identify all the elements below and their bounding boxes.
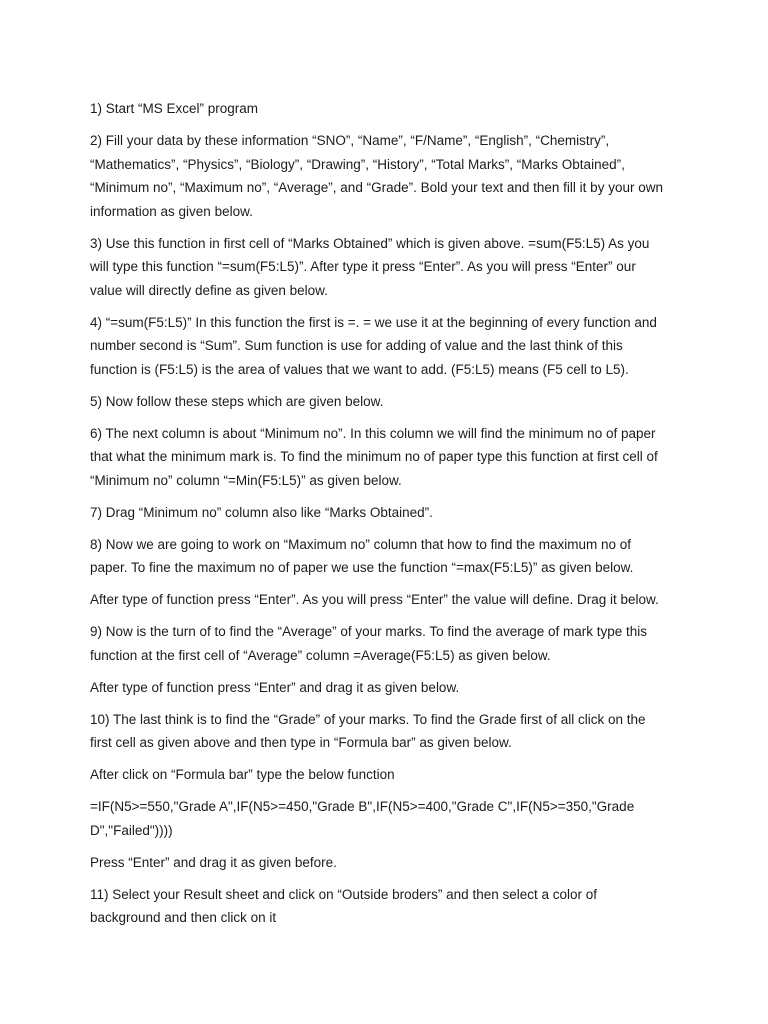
text-line: number second is “Sum”. Sum function is use for adding of value and the last think of this <box>90 338 623 353</box>
paragraph-step-11 <box>90 883 685 930</box>
text-line: 6) The next column is about “Minimum no”. In this column we will find the minimum no of paper <box>90 425 656 441</box>
paragraph-after-average <box>90 676 685 700</box>
paragraph-step-9 <box>90 620 685 667</box>
paragraph-step-10 <box>90 708 685 755</box>
text-line: 2) Fill your data by these information “SNO”, “Name”, “F/Name”, “English”, “Chemistry”, <box>90 133 610 148</box>
paragraph-step-3 <box>90 232 685 303</box>
paragraph-grade-formula <box>90 795 685 842</box>
text-line: value will directly define as given below. <box>90 282 328 298</box>
text-line: 3) Use this function in first cell of “Marks Obtained” which is given above. =sum(F5:L5) As you <box>90 235 650 251</box>
text-line: “Minimum no” column “=Min(F5:L5)” as given below. <box>90 472 402 488</box>
text-line: Press “Enter” and drag it as given before. <box>90 854 337 870</box>
text-line: 4) “=sum(F5:L5)” In this function the first is =. = we use it at the beginning of every function and <box>90 314 657 330</box>
text-line: 7) Drag “Minimum no” column also like “Marks Obtained”. <box>90 504 433 520</box>
paragraph-step-7 <box>90 501 685 525</box>
text-line: will type this function “=sum(F5:L5)”. After type it press “Enter”. As you will press “Enter” our <box>90 259 636 274</box>
paragraph-step-2 <box>90 129 685 223</box>
text-line: 1) Start “MS Excel” program <box>90 101 259 116</box>
text-line: =IF(N5>=550,"Grade A",IF(N5>=450,"Grade B",IF(N5>=400,"Grade C",IF(N5>=350,"Grade <box>90 799 635 814</box>
paragraph-step-4 <box>90 311 685 382</box>
text-line: 5) Now follow these steps which are given below. <box>90 393 384 409</box>
text-line: 10) The last think is to find the “Grade” of your marks. To find the Grade first of all click on the <box>90 711 646 727</box>
paragraph-step-5 <box>90 390 685 414</box>
document-body <box>90 97 685 938</box>
text-line: “Mathematics”, “Physics”, “Biology”, “Drawing”, “History”, “Total Marks”, “Marks Obtained”, <box>90 156 625 172</box>
paragraph-step-8 <box>90 533 685 580</box>
text-line: information as given below. <box>90 203 253 219</box>
text-line: background and then click on it <box>90 910 277 925</box>
paragraph-press-enter <box>90 851 685 875</box>
text-line: function at the first cell of “Average” column =Average(F5:L5) as given below. <box>90 647 551 663</box>
text-line: After click on “Formula bar” type the below function <box>90 767 395 782</box>
text-line: After type of function press “Enter” and drag it as given below. <box>90 679 460 695</box>
paragraph-step-1 <box>90 97 685 121</box>
text-line: 11) Select your Result sheet and click on “Outside broders” and then select a color of <box>90 886 598 902</box>
text-line: “Minimum no”, “Maximum no”, “Average”, and “Grade”. Bold your text and then fill it by your own <box>90 180 663 195</box>
text-line: D","Failed")))) <box>90 822 173 838</box>
text-line: function is (F5:L5) is the area of values that we want to add. (F5:L5) means (F5 cell to L5). <box>90 361 629 377</box>
text-line: paper. To fine the maximum no of paper we use the function “=max(F5:L5)” as given below. <box>90 560 634 575</box>
text-line: that what the minimum mark is. To find the minimum no of paper type this function at first cell of <box>90 449 658 464</box>
paragraph-step-6 <box>90 422 685 493</box>
text-line: 9) Now is the turn of to find the “Average” of your marks. To find the average of mark type this <box>90 624 648 639</box>
text-line: 8) Now we are going to work on “Maximum no” column that how to find the maximum no of <box>90 536 631 552</box>
text-line: After type of function press “Enter”. As you will press “Enter” the value will define. Drag it below. <box>90 592 659 607</box>
paragraph-formula-bar-intro <box>90 763 685 787</box>
text-line: first cell as given above and then type in “Formula bar” as given below. <box>90 735 512 750</box>
paragraph-after-max <box>90 588 685 612</box>
